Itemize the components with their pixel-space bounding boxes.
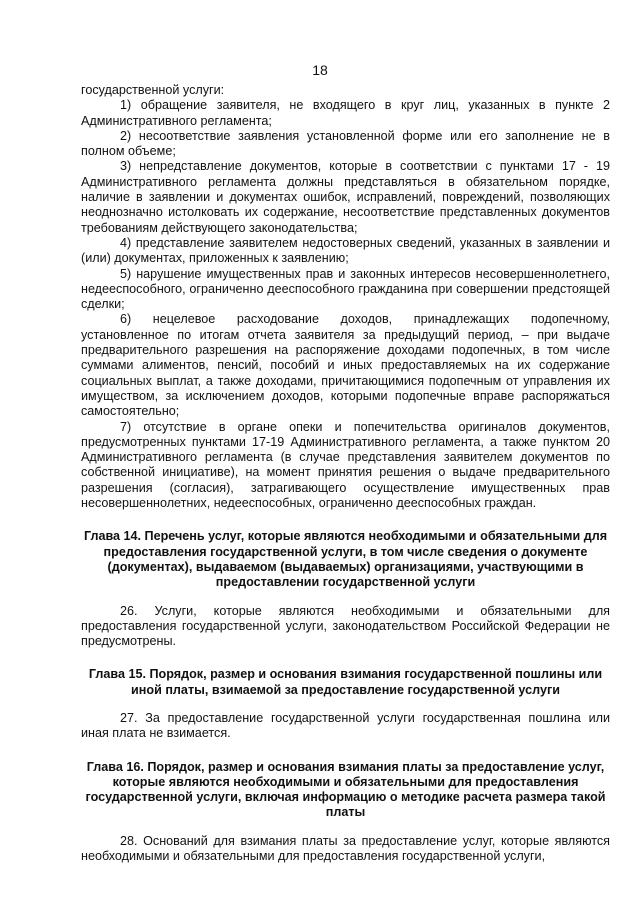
chapter-14-heading: Глава 14. Перечень услуг, которые являются необходимыми и обязательными для предоставления государственной услуги, в том числе сведения о документе (документах), выдаваемом (выдаваемых) организациями, участвующими в предоставлении государственной услуги <box>83 529 608 590</box>
intro-line: государственной услуги: <box>81 83 225 97</box>
list-item-2: 2) несоответствие заявления установленной форме или его заполнение не в полном объеме; <box>81 128 610 159</box>
chapter-16-paragraph: 28. Оснований для взимания платы за предоставление услуг, которые являются необходимыми и обязательными для предоставления государственной услуги, <box>81 833 610 864</box>
chapter-14-paragraph: 26. Услуги, которые являются необходимыми и обязательными для предоставления государственной услуги, законодательством Российской Федерации не предусмотрены. <box>81 603 610 649</box>
page-number: 18 <box>312 62 328 78</box>
document-body <box>81 83 610 864</box>
list-item-1: 1) обращение заявителя, не входящего в круг лиц, указанных в пункте 2 Административного регламента; <box>81 98 610 128</box>
list-item-5: 5) нарушение имущественных прав и законных интересов несовершеннолетнего, недееспособного, ограниченно дееспособного гражданина при совершении предстоящей сделки; <box>81 266 610 312</box>
list-item-4: 4) представление заявителем недостоверных сведений, указанных в заявлении и (или) документах, приложенных к заявлению; <box>81 235 610 266</box>
list-item-6: 6) нецелевое расходование доходов, принадлежащих подопечному, установленное по итогам отчета заявителя за предыдущий период, – при выдаче предварительного разрешения на распоряжение доходами подопечных, в том числе суммами алиментов, пенсий, пособий и иных предоставляемых на их содержание социальных выплат, а также доходами, причитающимися подопечным от управления их имуществом, за исключением доходов, которыми подопечные вправе распоряжаться самостоятельно; <box>81 312 610 419</box>
chapter-15-heading: Глава 15. Порядок, размер и основания взимания государственной пошлины или иной платы, взимаемой за предоставление государственной услуги <box>88 667 603 697</box>
list-item-3: 3) непредставление документов, которые в соответствии с пунктами 17 - 19 Административного регламента должны представляться в обязательном порядке, наличие в заявлении и документах ошибок, исправлений, повреждений, позволяющих неоднозначно истолковать их содержание, несоответствие представленных документов требованиям действующего законодательства; <box>81 159 610 235</box>
list-item-7: 7) отсутствие в органе опеки и попечительства оригиналов документов, предусмотренных пунктами 17-19 Административного регламента, а также пунктом 20 Административного регламента (в случае представления заявителем документов по собственной инициативе), на момент принятия решения о выдаче предварительного разрешения (согласия), затрагивающего осуществление имущественных прав несовершеннолетних, недееспособных, ограниченно дееспособных граждан. <box>81 419 610 511</box>
chapter-15-paragraph: 27. За предоставление государственной услуги государственная пошлина или иная плата не взимается. <box>81 710 610 741</box>
chapter-16-heading: Глава 16. Порядок, размер и основания взимания платы за предоставление услуг, которые являются необходимыми и обязательными для предоставления государственной услуги, включая информацию о методике расчета размера такой платы <box>85 759 606 820</box>
